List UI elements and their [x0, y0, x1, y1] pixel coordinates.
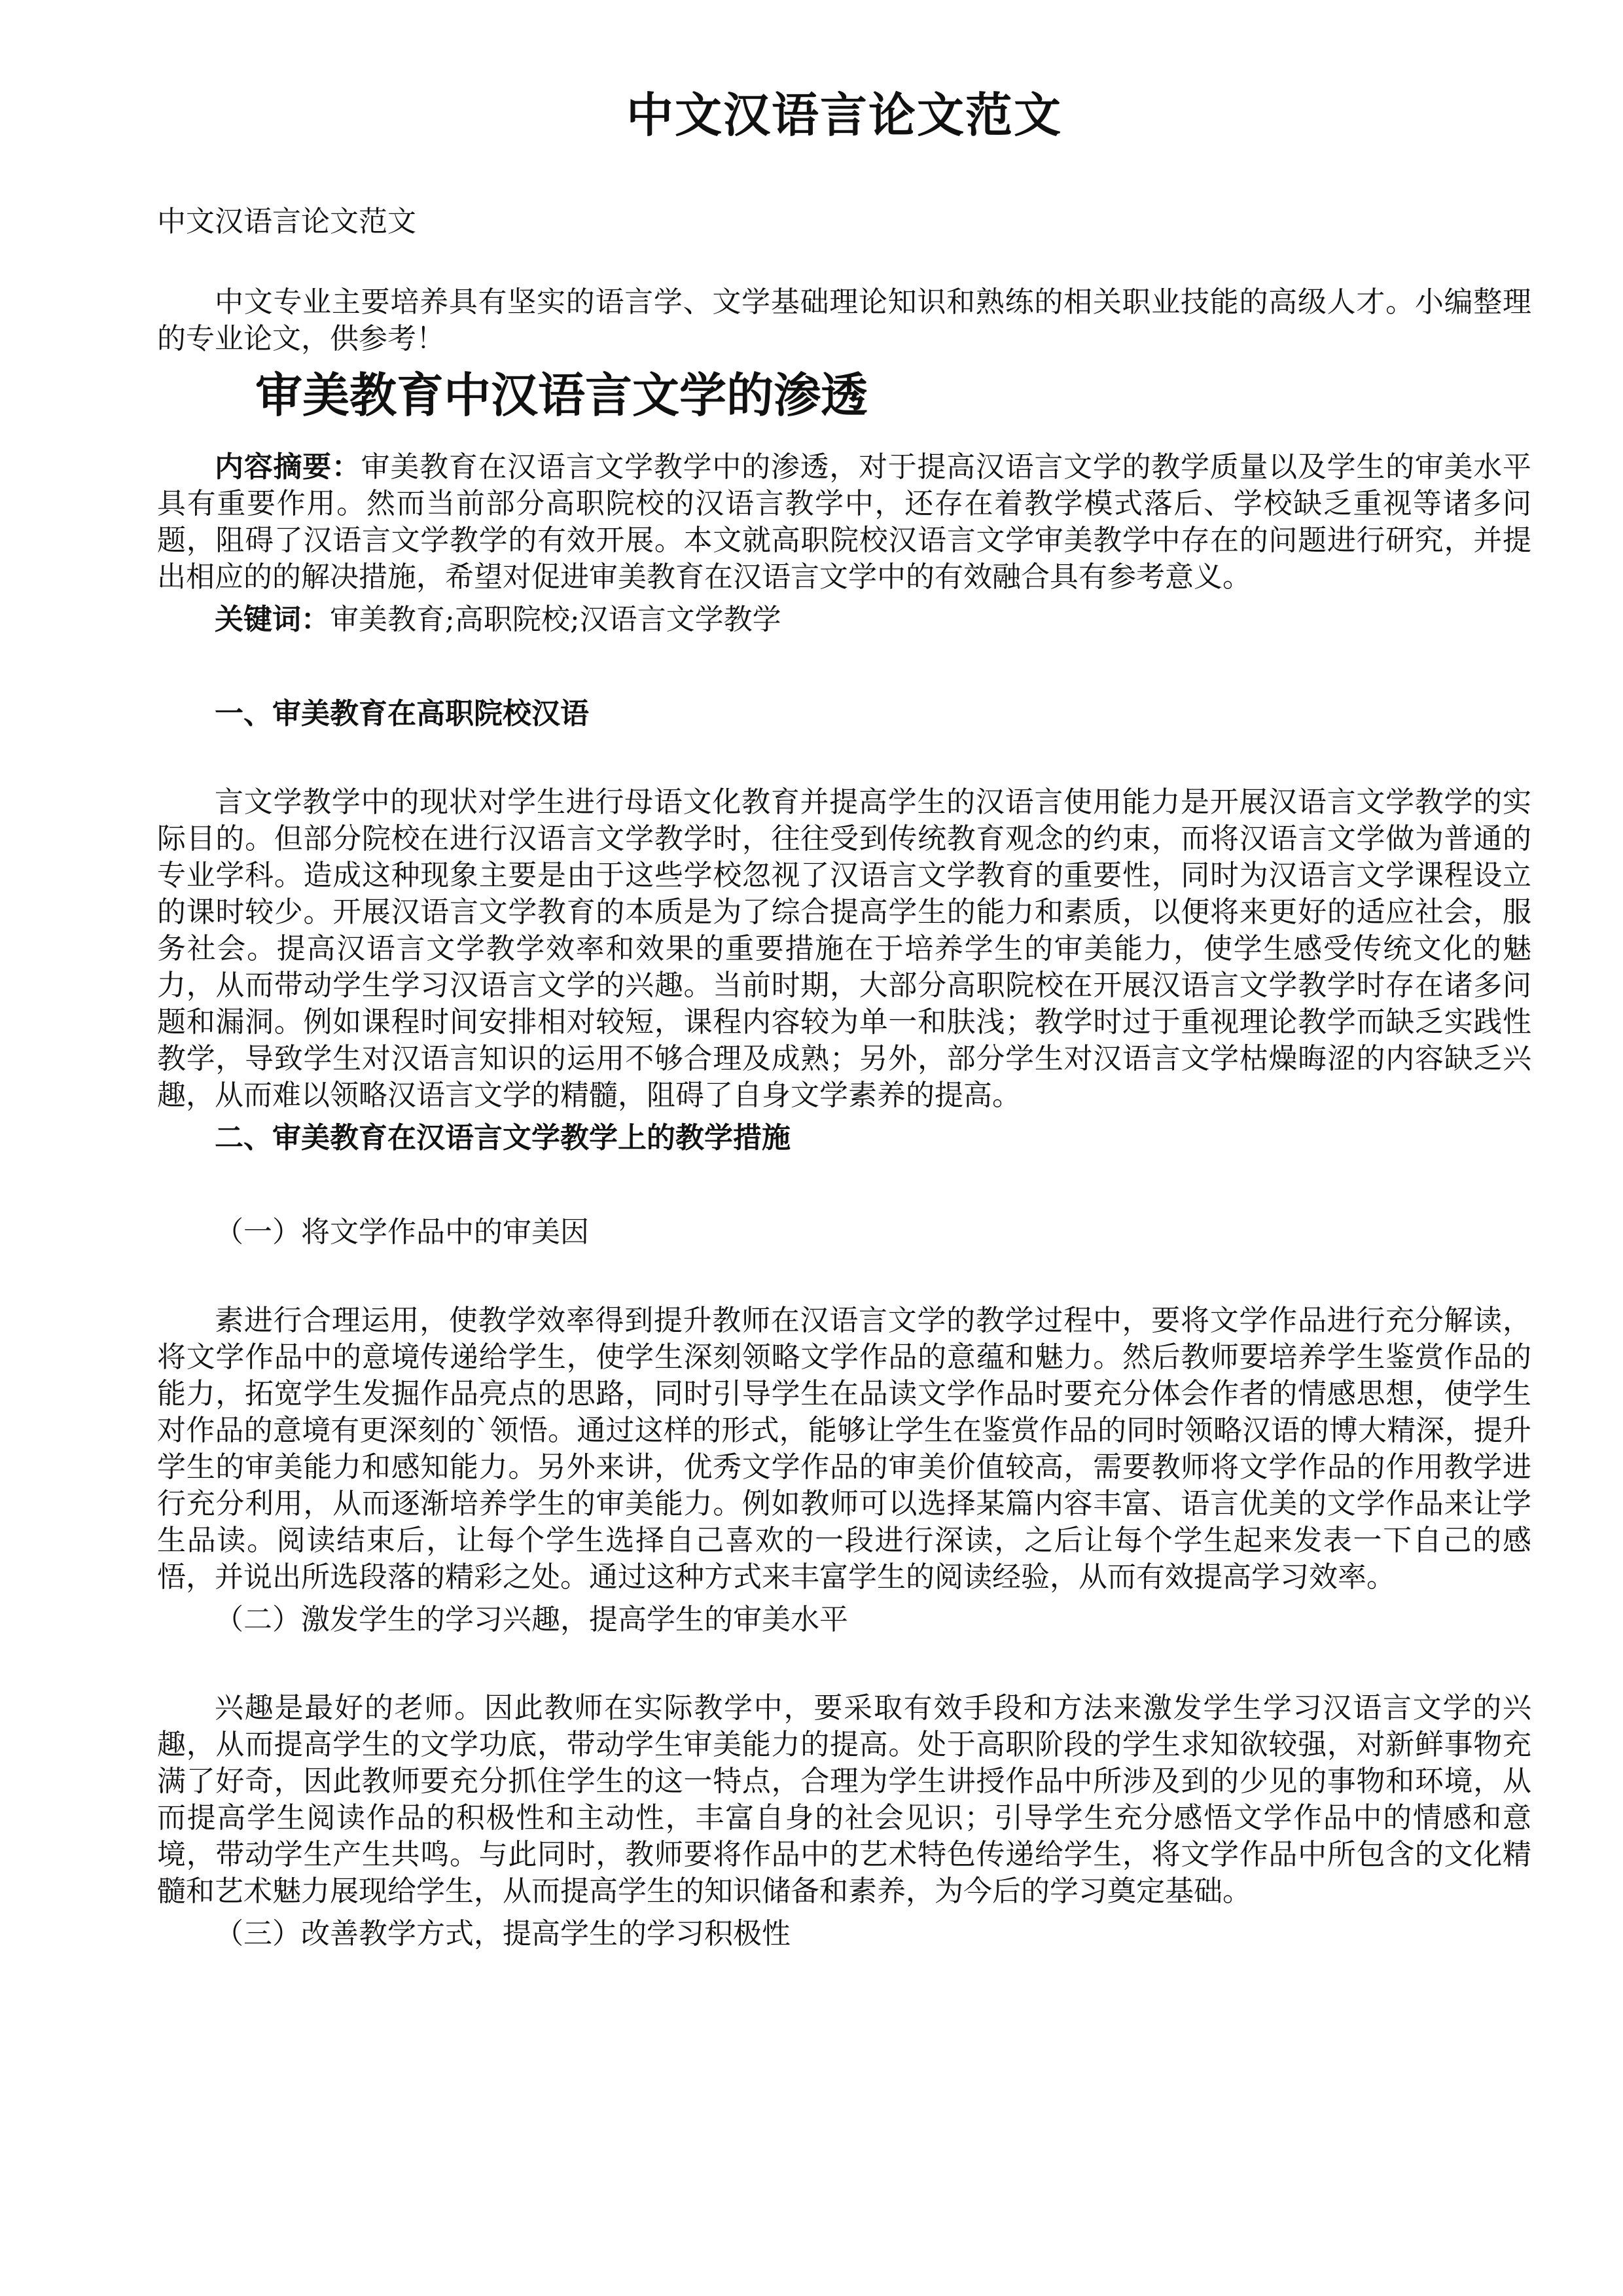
subheading-one: （一）将文学作品中的审美因 — [215, 1215, 589, 1249]
abstract-paragraph — [157, 449, 1531, 596]
heading-one: 一、审美教育在高职院校汉语 — [215, 697, 589, 730]
subheading-two: （二）激发学生的学习兴趣，提高学生的审美水平 — [215, 1603, 848, 1636]
section-title: 审美教育中汉语言文学的渗透 — [255, 367, 868, 423]
paragraph-one: 言文学教学中的现状对学生进行母语文化教育并提高学生的汉语言使用能力是开展汉语言文学教学的实际目的。但部分院校在进行汉语言文学教学时，往往受到传统教育观念的约束，而将汉语言文学做为普通的专业学科。造成这种现象主要是由于这些学校忽视了汉语言文学教育的重要性，同时为汉语言文学课程设立的课时较少。开展汉语言文学教育的本质是为了综合提高学生的能力和素质，以便将来更好的适应社会，服务社会。提高汉语言文学教学效率和效果的重要措施在于培养学生的审美能力，使学生感受传统文化的魅力，从而带动学生学习汉语言文学的兴趣。当前时期，大部分高职院校在开展汉语言文学教学时存在诸多问题和漏洞。例如课程时间安排相对较短，课程内容较为单一和肤浅；教学时过于重视理论教学而缺乏实践性教学，导致学生对汉语言知识的运用不够合理及成熟；另外，部分学生对汉语言文学枯燥晦涩的内容缺乏兴趣，从而难以领略汉语言文学的精髓，阻碍了自身文学素养的提高。 — [157, 785, 1531, 1112]
abstract-label: 内容摘要： — [215, 450, 361, 484]
document-subtitle: 中文汉语言论文范文 — [157, 205, 416, 238]
intro-paragraph: 中文专业主要培养具有坚实的语言学、文学基础理论知识和熟练的相关职业技能的高级人才。小编整理的专业论文，供参考！ — [157, 285, 1531, 355]
paragraph-three: 兴趣是最好的老师。因此教师在实际教学中，要采取有效手段和方法来激发学生学习汉语言文学的兴趣，从而提高学生的文学功底，带动学生审美能力的提高。处于高职阶段的学生求知欲较强，对新鲜事物充满了好奇，因此教师要充分抓住学生的这一特点，合理为学生讲授作品中所涉及到的少见的事物和环境，从而提高学生阅读作品的积极性和主动性，丰富自身的社会见识；引导学生充分感悟文学作品中的情感和意境，带动学生产生共鸣。与此同时，教师要将作品中的艺术特色传递给学生，将文学作品中所包含的文化精髓和艺术魅力展现给学生，从而提高学生的知识储备和素养，为今后的学习奠定基础。 — [157, 1691, 1531, 1908]
heading-two: 二、审美教育在汉语言文学教学上的教学措施 — [215, 1121, 791, 1155]
abstract-text: 审美教育在汉语言文学教学中的渗透，对于提高汉语言文学的教学质量以及学生的审美水平具有重要作用。然而当前部分高职院校的汉语言教学中，还存在着教学模式落后、学校缺乏重视等诸多问题，阻碍了汉语言文学教学的有效开展。本文就高职院校汉语言文学审美教学中存在的问题进行研究，并提出相应的的解决措施，希望对促进审美教育在汉语言文学中的有效融合具有参考意义。 — [157, 450, 1532, 594]
keywords-line — [157, 596, 1531, 637]
paragraph-two: 素进行合理运用，使教学效率得到提升教师在汉语言文学的教学过程中，要将文学作品进行充分解读，将文学作品中的意境传递给学生，使学生深刻领略文学作品的意蕴和魅力。然后教师要培养学生鉴赏作品的能力，拓宽学生发掘作品亮点的思路，同时引导学生在品读文学作品时要充分体会作者的情感思想，使学生对作品的意境有更深刻的`领悟。通过这样的形式，能够让学生在鉴赏作品的同时领略汉语的博大精深，提升学生的审美能力和感知能力。另外来讲，优秀文学作品的审美价值较高，需要教师将文学作品的作用教学进行充分利用，从而逐渐培养学生的审美能力。例如教师可以选择某篇内容丰富、语言优美的文学作品来让学生品读。阅读结束后，让每个学生选择自己喜欢的一段进行深读，之后让每个学生起来发表一下自己的感悟，并说出所选段落的精彩之处。通过这种方式来丰富学生的阅读经验，从而有效提高学习效率。 — [157, 1304, 1531, 1594]
keywords-text: 审美教育;高职院校;汉语言文学教学 — [330, 603, 781, 636]
keywords-label: 关键词： — [215, 603, 330, 636]
document-title: 中文汉语言论文范文 — [626, 87, 1062, 143]
subheading-three: （三）改善教学方式，提高学生的学习积极性 — [215, 1917, 791, 1950]
